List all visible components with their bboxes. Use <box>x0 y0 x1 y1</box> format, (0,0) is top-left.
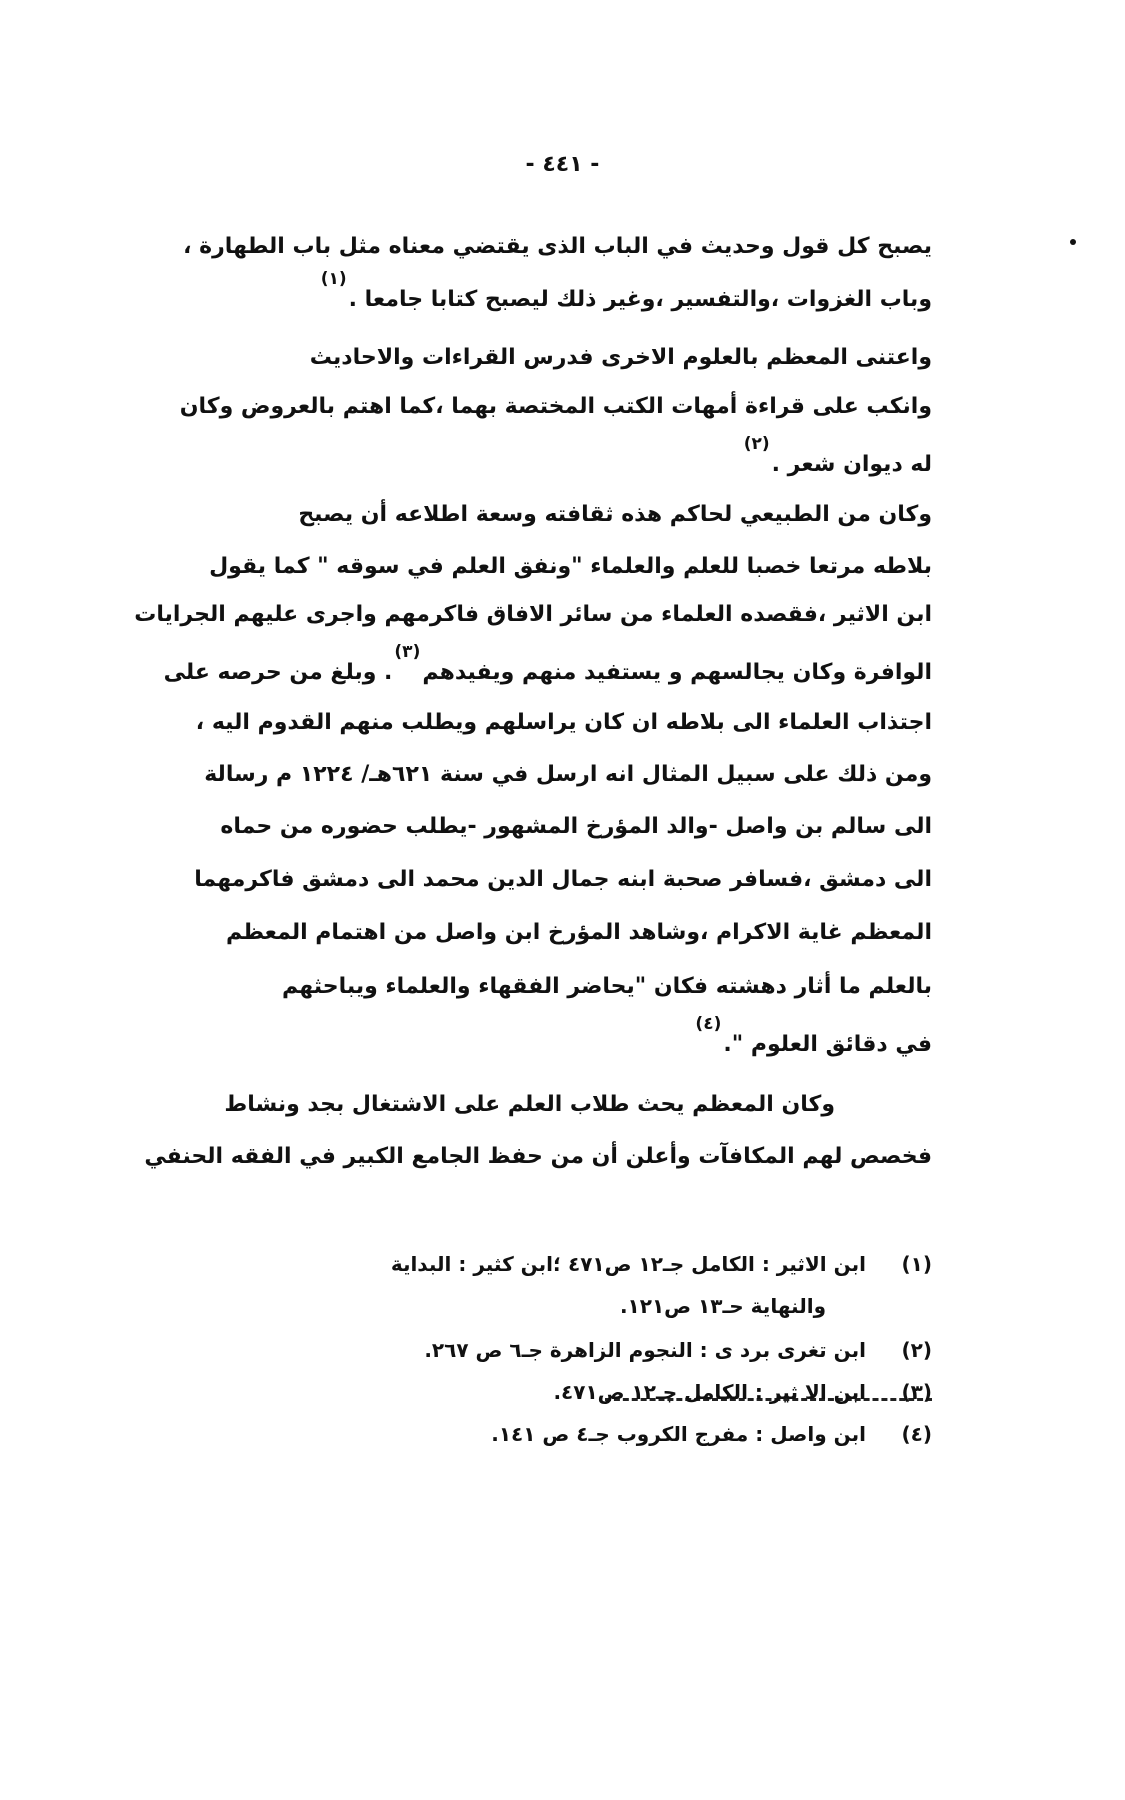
body-line: يصبح كل قول وحديث في الباب الذى يقتضي معناه مثل باب الطهارة ، <box>183 234 932 259</box>
body-line-text: الوافرة وكان يجالسهم و يستفيد منهم ويفيدهم <box>422 660 932 685</box>
body-line: فخصص لهم المكافآت وأعلن أن من حفظ الجامع الكبير في الفقه الحنفي <box>144 1144 932 1169</box>
body-line: ابن الاثير ،فقصده العلماء من سائر الافاق فاكرمهم واجرى عليهم الجرايات <box>134 602 932 627</box>
footnote <box>553 1378 932 1406</box>
body-line <box>693 1014 932 1061</box>
footnote-number: (٢) <box>901 1338 932 1362</box>
body-line: بلاطه مرتعا خصبا للعلم والعلماء "ونفق العلم في سوقه " كما يقول <box>209 554 932 579</box>
body-line-text: وباب الغزوات ،والتفسير ،وغير ذلك ليصبح كتابا جامعا . <box>348 287 932 312</box>
footnote-mark: (٣) <box>394 642 421 662</box>
footnote-mark: (٢) <box>743 434 770 454</box>
page-number: - ٤٤١ - <box>525 152 600 177</box>
footnote <box>424 1336 932 1364</box>
body-line: وكان من الطبيعي لحاكم هذه ثقافته وسعة اطلاعه أن يصبح <box>298 502 932 527</box>
body-line: بالعلم ما أثار دهشته فكان "يحاضر الفقهاء والعلماء ويباحثهم <box>281 974 932 999</box>
scan-speck <box>1070 239 1076 245</box>
body-line <box>163 642 932 689</box>
body-line-text: في دقائق العلوم ". <box>723 1032 932 1057</box>
body-line: الى دمشق ،فسافر صحبة ابنه جمال الدين محمد الى دمشق فاكرمهما <box>194 867 932 892</box>
footnote-text: ابن الاثير : الكامل جـ١٢ ص٤٧١ ؛ابن كثير : البداية <box>390 1252 866 1276</box>
footnote <box>491 1420 932 1448</box>
body-line: اجتذاب العلماء الى بلاطه ان كان يراسلهم ويطلب منهم القدوم اليه ، <box>195 710 932 735</box>
footnote-mark: (٤) <box>695 1014 722 1034</box>
footnote-text: ابن تغرى برد ى : النجوم الزاهرة جـ٦ ص ٢٦٧. <box>424 1338 866 1362</box>
footnote-continuation: والنهاية حـ١٣ ص١٢١. <box>619 1294 826 1318</box>
body-line: الى سالم بن واصل -والد المؤرخ المشهور -يطلب حضوره من حماه <box>220 814 932 839</box>
body-line <box>319 269 932 316</box>
footnote-text: ابن واصل : مفرج الكروب جـ٤ ص ١٤١. <box>491 1422 866 1446</box>
footnote <box>391 1250 932 1278</box>
body-line: واعتنى المعظم بالعلوم الاخرى فدرس القراءات والاحاديث <box>309 345 932 370</box>
footnote-text: ابن الا ثير : الكامل جـ١٢ ص٤٧١. <box>553 1380 866 1404</box>
footnote-number: (٣) <box>901 1380 932 1404</box>
footnote-mark: (١) <box>320 269 347 289</box>
body-line-text: . وبلغ من حرصه على <box>163 660 393 685</box>
footnote-number: (١) <box>901 1252 932 1276</box>
body-line: وكان المعظم يحث طلاب العلم على الاشتغال بجد ونشاط <box>224 1092 835 1117</box>
body-line <box>742 434 932 481</box>
body-line: المعظم غاية الاكرام ،وشاهد المؤرخ ابن واصل من اهتمام المعظم <box>226 920 932 945</box>
footnote-number: (٤) <box>901 1422 932 1446</box>
body-line: ومن ذلك على سبيل المثال انه ارسل في سنة ٦٢١هـ/ ١٢٢٤ م رسالة <box>204 762 932 787</box>
body-line-text: له ديوان شعر . <box>771 452 932 477</box>
body-line: وانكب على قراءة أمهات الكتب المختصة بهما ،كما اهتم بالعروض وكان <box>179 394 932 419</box>
